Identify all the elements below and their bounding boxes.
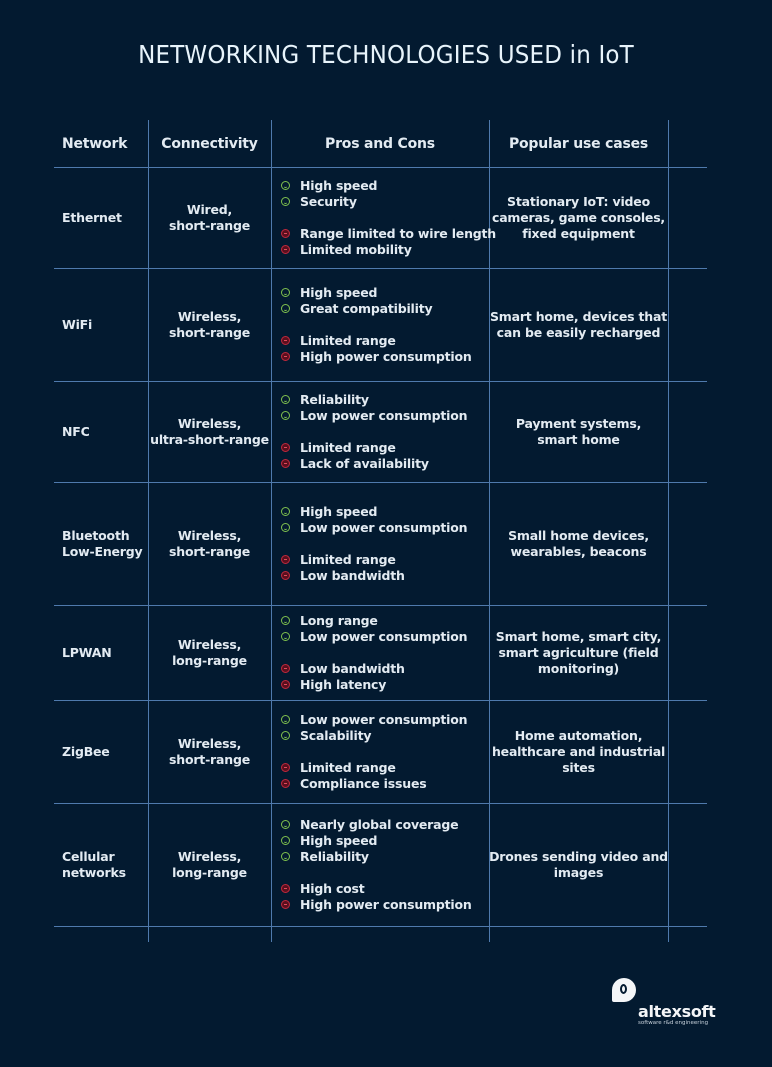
text-line: Home automation, [514,727,643,743]
smiley-face-icon [281,731,290,740]
con-text: High power consumption [300,348,472,364]
text-line: Stationary IoT: video [507,193,650,209]
cell-network [62,700,148,803]
cell-network [62,381,148,482]
con-text: Range limited to wire length [300,225,496,241]
text-line: short-range [169,324,250,340]
pro-item [281,613,467,629]
text-line: smart home [537,431,620,447]
header-network: Network [62,135,128,152]
pro-item [281,728,467,744]
header-use-cases: Popular use cases [508,135,649,152]
smiley-face-icon [281,616,290,625]
con-item [281,760,467,776]
smiley-face-icon [281,523,290,532]
pro-item [281,629,467,645]
con-text: Low bandwidth [300,567,405,583]
con-text: Limited range [300,332,396,348]
frowning-face-icon [281,680,290,689]
spacer [281,645,467,661]
pro-text: High speed [300,832,378,848]
header-pros-cons: Pros and Cons [325,135,435,152]
frowning-face-icon [281,884,290,893]
frowning-face-icon [281,763,290,772]
pro-item [281,301,472,317]
frowning-face-icon [281,336,290,345]
network-name: Ethernet [62,209,122,225]
page-title: NETWORKING TECHNOLOGIES USED in IoT [138,40,634,69]
con-text: Limited range [300,439,396,455]
text-line: Cellular [62,848,115,864]
network-name: NFC [62,423,90,439]
cell-use-cases [489,167,668,268]
spacer [281,744,467,760]
smiley-face-icon [281,304,290,313]
text-line: short-range [169,217,250,233]
con-item [281,226,496,242]
text-line: sites [562,759,595,775]
pro-item [281,849,472,865]
pro-text: Great compatibility [300,300,433,316]
pro-text: Scalability [300,727,372,743]
cell-connectivity [148,605,271,700]
con-item [281,677,467,693]
pro-text: Nearly global coverage [300,816,459,832]
pro-text: High speed [300,503,378,519]
text-line: healthcare and industrial [491,743,666,759]
frowning-face-icon [281,229,290,238]
spacer [281,536,467,552]
frowning-face-icon [281,900,290,909]
text-line: Wireless, [177,308,242,324]
text-line: Payment systems, [515,415,642,431]
frowning-face-icon [281,555,290,564]
con-item [281,552,467,568]
pro-item [281,712,467,728]
pro-text: High speed [300,177,378,193]
pro-item [281,408,467,424]
spacer [281,317,472,333]
spacer [281,865,472,881]
text-line: ultra-short-range [150,431,269,447]
cell-pros-cons [271,803,489,926]
smiley-face-icon [281,507,290,516]
cell-use-cases [489,381,668,482]
frowning-face-icon [281,459,290,468]
con-item [281,661,467,677]
cell-connectivity [148,268,271,381]
text-line: Wired, [186,201,233,217]
con-item [281,776,467,792]
cell-connectivity [148,700,271,803]
cell-connectivity [148,482,271,605]
pros-cons-list [281,613,467,693]
pros-cons-list [281,712,467,792]
text-line: Wireless, [177,735,242,751]
con-item [281,333,472,349]
network-name: WiFi [62,316,93,332]
text-line: can be easily recharged [496,324,661,340]
cell-pros-cons [271,268,489,381]
pro-item [281,392,467,408]
text-line: Drones sending video and [489,848,668,864]
cell-network [62,605,148,700]
smiley-face-icon [281,820,290,829]
frowning-face-icon [281,779,290,788]
text-line: wearables, beacons [510,543,647,559]
cell-pros-cons [271,381,489,482]
cell-pros-cons [271,700,489,803]
pros-cons-list [281,817,472,913]
pro-item [281,833,472,849]
text-line: smart agriculture (field [498,644,659,660]
smiley-face-icon [281,836,290,845]
con-item [281,349,472,365]
pro-text: Reliability [300,848,369,864]
cell-pros-cons [271,167,496,268]
logo-tagline: software r&d engineering [638,1020,709,1026]
con-text: Limited mobility [300,241,412,257]
pro-text: Long range [300,612,378,628]
con-item [281,456,467,472]
pro-item [281,520,467,536]
pro-text: Low power consumption [300,628,468,644]
cell-network [62,482,148,605]
con-item [281,242,496,258]
con-item [281,897,472,913]
con-text: High power consumption [300,896,472,912]
pro-text: Low power consumption [300,519,468,535]
pro-text: Low power consumption [300,711,468,727]
cell-pros-cons [271,605,489,700]
text-line: Bluetooth [62,527,130,543]
smiley-face-icon [281,181,290,190]
pros-cons-list [281,285,472,365]
text-line: Small home devices, [508,527,649,543]
smiley-face-icon [281,288,290,297]
text-line: Wireless, [177,415,242,431]
altexsoft-logo [610,975,715,1035]
pro-item [281,178,496,194]
altexsoft-logo-icon [612,978,636,1002]
text-line: Wireless, [177,527,242,543]
smiley-face-icon [281,197,290,206]
frowning-face-icon [281,443,290,452]
cell-connectivity [148,167,271,268]
spacer [281,210,496,226]
pro-text: Security [300,193,357,209]
smiley-face-icon [281,852,290,861]
cell-network [62,167,148,268]
pro-item [281,285,472,301]
header-connectivity: Connectivity [161,135,258,152]
smiley-face-icon [281,395,290,404]
text-line: images [553,864,604,880]
frowning-face-icon [281,245,290,254]
pro-item [281,194,496,210]
pro-text: High speed [300,284,378,300]
text-line: long-range [172,652,247,668]
smiley-face-icon [281,715,290,724]
con-item [281,881,472,897]
row-divider [54,926,707,927]
text-line: Smart home, devices that [489,308,668,324]
text-line: Wireless, [177,848,242,864]
text-line: fixed equipment [522,225,635,241]
text-line: networks [62,864,126,880]
logo-wordmark: altexsoft [638,1002,716,1021]
con-text: Limited range [300,551,396,567]
pros-cons-list [281,504,467,584]
text-line: long-range [172,864,247,880]
con-text: Limited range [300,759,396,775]
pro-item [281,817,472,833]
cell-connectivity [148,381,271,482]
frowning-face-icon [281,352,290,361]
cell-connectivity [148,803,271,926]
pro-item [281,504,467,520]
network-name: ZigBee [62,743,110,759]
text-line: cameras, game consoles, [491,209,665,225]
cell-network [62,803,148,926]
cell-network [62,268,148,381]
con-item [281,568,467,584]
con-item [281,440,467,456]
smiley-face-icon [281,632,290,641]
text-line: Smart home, smart city, [495,628,662,644]
pros-cons-list [281,392,467,472]
con-text: High latency [300,676,387,692]
text-line: short-range [169,543,250,559]
text-line: short-range [169,751,250,767]
pro-text: Low power consumption [300,407,468,423]
text-line: Low-Energy [62,543,143,559]
cell-pros-cons [271,482,489,605]
con-text: High cost [300,880,365,896]
cell-use-cases [489,700,668,803]
text-line: monitoring) [537,660,620,676]
frowning-face-icon [281,664,290,673]
network-name: LPWAN [62,644,112,660]
cell-use-cases [489,803,668,926]
pro-text: Reliability [300,391,369,407]
frowning-face-icon [281,571,290,580]
con-text: Lack of availability [300,455,429,471]
smiley-face-icon [281,411,290,420]
con-text: Low bandwidth [300,660,405,676]
pros-cons-list [281,178,496,258]
spacer [281,424,467,440]
column-divider [668,120,669,942]
con-text: Compliance issues [300,775,427,791]
cell-use-cases [489,605,668,700]
cell-use-cases [489,268,668,381]
text-line: Wireless, [177,636,242,652]
cell-use-cases [489,482,668,605]
